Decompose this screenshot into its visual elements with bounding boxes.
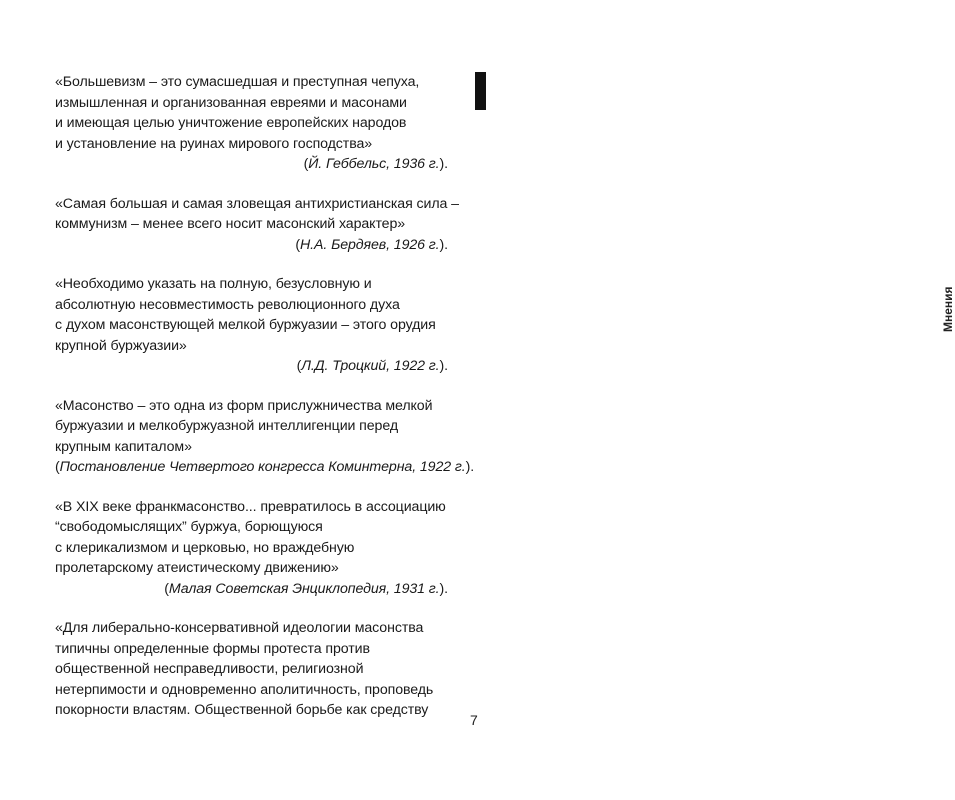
quote-line: нетерпимости и одновременно аполитичность, проповедь — [55, 681, 434, 698]
quote-source: Н.А. Бердяев, 1926 г. — [300, 236, 440, 253]
quote-source: Л.Д. Троцкий, 1922 г. — [301, 358, 440, 374]
quote-attribution — [55, 457, 475, 478]
paren-close: ). — [465, 459, 475, 475]
quote-line: покорности властям. Общественной борьбе как средству — [55, 702, 429, 718]
quote-line: пролетарскому атеистическому движению» — [55, 560, 339, 576]
quote-source: Постановление Четвертого конгресса Коминтерна, 1922 г. — [59, 459, 466, 475]
quote-block — [55, 194, 459, 256]
quote-line: общественной несправедливости, религиозной — [55, 661, 364, 677]
page-number: 7 — [470, 712, 478, 728]
quote-line: коммунизм – менее всего носит масонский характер» — [55, 216, 406, 232]
quote-line: «В XIX веке франкмасонство... превратилось в ассоциацию — [55, 498, 446, 515]
paren-open: ( — [295, 236, 301, 253]
quote-line: с клерикализмом и церковью, но враждебную — [55, 539, 355, 556]
quote-line: и установление на руинах мирового господства» — [55, 135, 373, 152]
quote-line: измышленная и организованная евреями и масонами — [55, 94, 407, 111]
quote-line: «Самая большая и самая зловещая антихристианская сила – — [55, 195, 459, 212]
quote-source: Малая Советская Энциклопедия, 1931 г. — [168, 580, 440, 597]
quote-line: буржуазии и мелкобуржуазной интеллигенции перед — [55, 418, 399, 434]
quote-line: типичны определенные формы протеста против — [55, 640, 370, 657]
paren-open: ( — [296, 358, 302, 374]
quote-line: «Необходимо указать на полную, безусловную и — [55, 276, 372, 292]
section-label-wrap — [470, 174, 955, 332]
quote-attribution — [55, 154, 448, 175]
paren-close: ). — [439, 358, 448, 374]
quote-line: и имеющая целью уничтожение европейских народов — [55, 115, 407, 131]
section-label: Мнения — [941, 286, 955, 332]
paren-close: ). — [439, 236, 448, 253]
quote-attribution — [55, 235, 448, 256]
section-marker-bar — [475, 72, 486, 110]
quote-line: крупной буржуазии» — [55, 337, 187, 354]
paren-open: ( — [55, 459, 60, 475]
quotes-column — [55, 72, 475, 740]
quote-attribution — [55, 579, 448, 600]
quote-line: с духом масонствующей мелкой буржуазии – этого орудия — [55, 317, 436, 333]
quote-block — [55, 274, 448, 377]
quote-block — [55, 497, 448, 600]
quote-line: крупным капиталом» — [55, 438, 192, 455]
quote-line: «Масонство – это одна из форм прислужничества мелкой — [55, 397, 433, 414]
paren-close: ). — [439, 156, 448, 172]
paren-open: ( — [303, 156, 309, 172]
quote-block — [55, 618, 448, 721]
quote-line: “свободомыслящих” буржуа, борющуюся — [55, 519, 323, 535]
quote-line: «Для либерально-консервативной идеологии масонства — [55, 620, 424, 636]
quote-block — [55, 396, 475, 478]
quote-line: «Большевизм – это сумасшедшая и преступная чепуха, — [55, 74, 420, 90]
paren-open: ( — [164, 580, 169, 597]
quote-line: абсолютную несовместимость революционного духа — [55, 296, 400, 313]
quote-source: Й. Геббельс, 1936 г. — [308, 156, 440, 172]
paren-close: ). — [439, 580, 448, 597]
quote-attribution — [55, 356, 448, 377]
quote-block — [55, 72, 448, 175]
